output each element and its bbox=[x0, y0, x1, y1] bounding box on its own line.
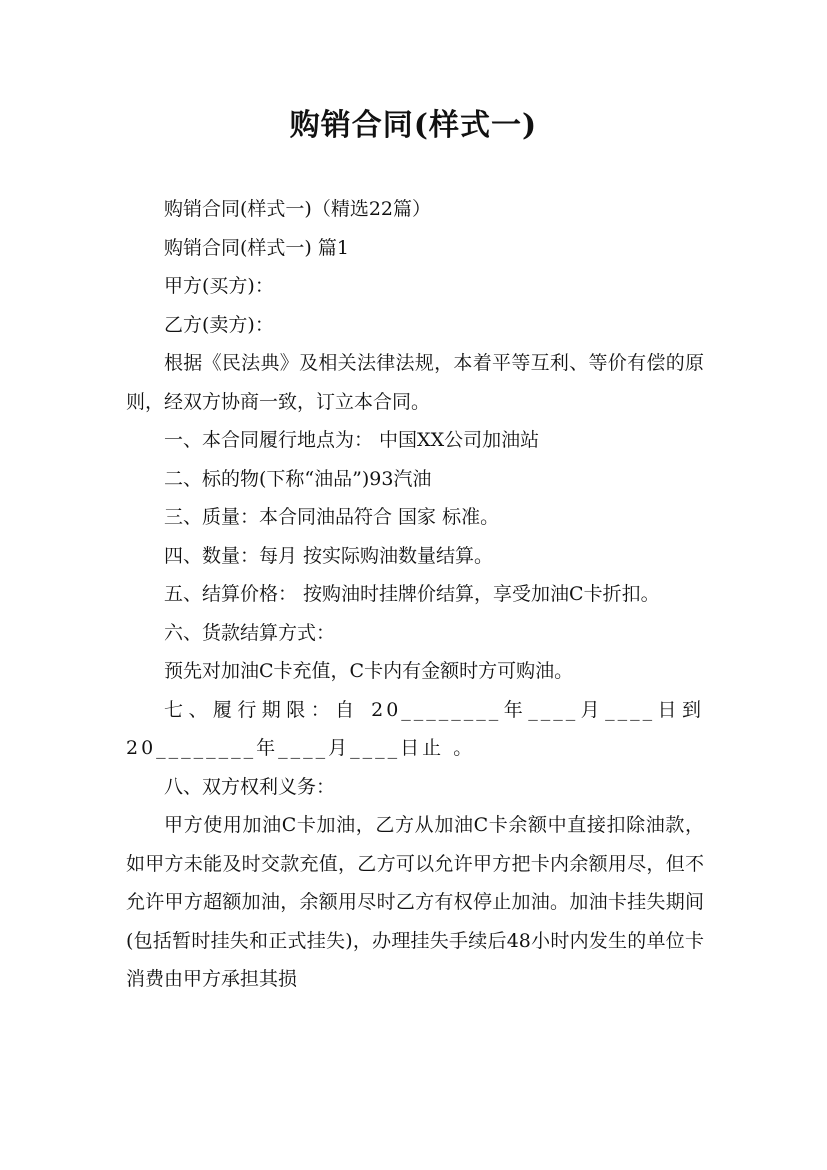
document-title: 购销合同(样式一) bbox=[289, 108, 538, 143]
paragraph-section-heading: 购销合同(样式一) 篇1 bbox=[164, 236, 349, 259]
paragraph-clause-8: 八、双方权利义务： bbox=[164, 775, 336, 798]
document-body bbox=[126, 190, 704, 999]
paragraph-clause-1: 一、本合同履行地点为： 中国XX公司加油站 bbox=[164, 429, 540, 451]
paragraph-party-a: 甲方(买方)： bbox=[164, 275, 274, 297]
paragraph-clause-6-detail: 预先对加油C卡充值，C卡内有金额时方可购油。 bbox=[164, 660, 574, 682]
paragraph-clause-3: 三、质量：本合同油品符合 国家 标准。 bbox=[164, 506, 500, 528]
paragraph-preamble: 根据《民法典》及相关法律法规，本着平等互利、等价有偿的原则，经双方协商一致，订立本合同。 bbox=[126, 352, 704, 413]
paragraph-clause-2: 二、标的物(下称“油品”)93汽油 bbox=[164, 467, 432, 490]
paragraph-subtitle: 购销合同(样式一)（精选22篇） bbox=[164, 198, 432, 220]
paragraph-clause-5: 五、结算价格： 按购油时挂牌价结算，享受加油C卡折扣。 bbox=[164, 583, 660, 605]
paragraph-clause-6: 六、货款结算方式： bbox=[164, 621, 336, 644]
paragraph-clause-4: 四、数量：每月 按实际购油数量结算。 bbox=[164, 544, 494, 567]
paragraph-party-b: 乙方(卖方)： bbox=[164, 313, 274, 336]
paragraph-clause-8-detail: 甲方使用加油C卡加油，乙方从加油C卡余额中直接扣除油款，如甲方未能及时交款充值，乙方可以允许甲方把卡内余额用尽，但不允许甲方超额加油，余额用尽时乙方有权停止加油。加油卡挂失期间(包括暂时挂失和正式挂失)，办理挂失手续后48小时内发生的单位卡消费由甲方承担其损 bbox=[126, 814, 704, 990]
paragraph-clause-7: 七、履行期限：自 20________年____月____日到20________年____月____日止 。 bbox=[126, 698, 704, 759]
